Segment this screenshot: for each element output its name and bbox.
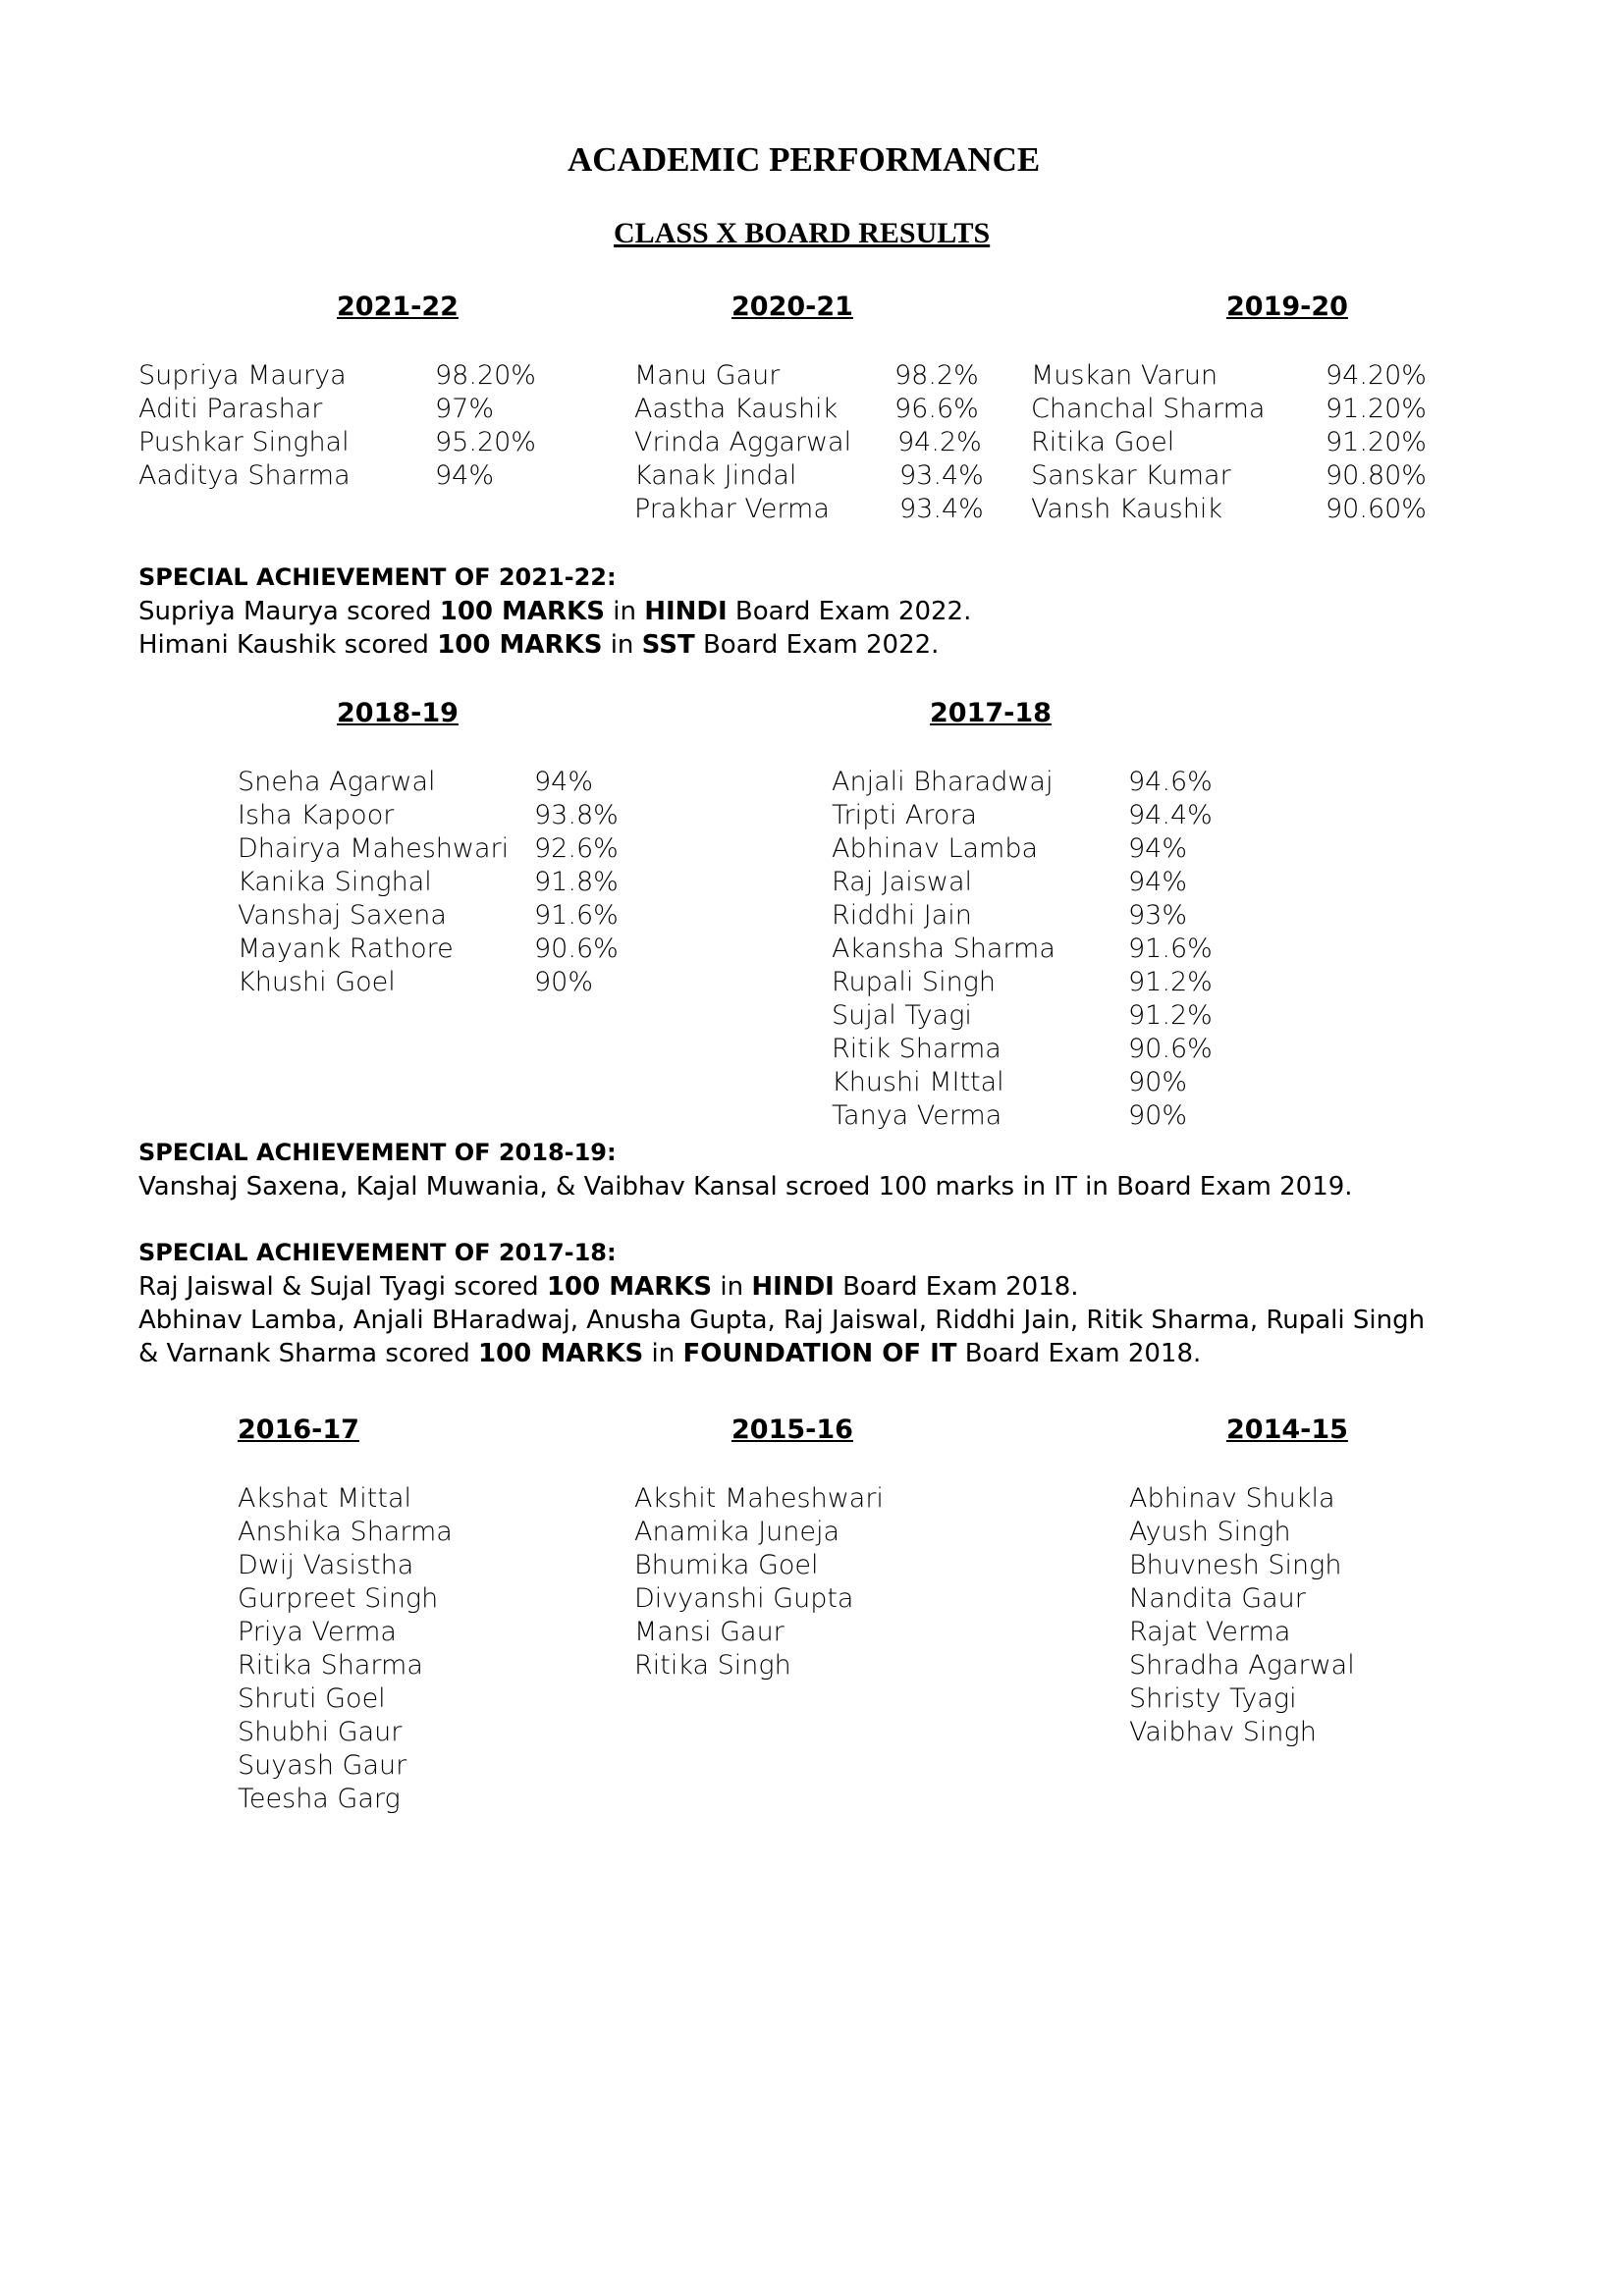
student-score: 94% [1128, 833, 1188, 864]
special-achievement-line [138, 628, 939, 662]
student-name: Rupali Singh [832, 967, 996, 997]
text-fragment: in [602, 630, 642, 660]
student-name: Bhumika Goel [634, 1550, 819, 1580]
year-heading-2014-15: 2014-15 [1226, 1415, 1348, 1445]
student-name: Ritik Sharma [832, 1034, 1001, 1064]
student-name: Divyanshi Gupta [634, 1583, 854, 1614]
student-score: 94% [1128, 867, 1188, 897]
bold-fragment: FOUNDATION OF IT [682, 1339, 957, 1368]
year-heading-2015-16: 2015-16 [731, 1415, 853, 1445]
bold-fragment: 100 MARKS [478, 1339, 644, 1368]
year-heading-2017-18: 2017-18 [930, 698, 1052, 728]
student-name: Manu Gaur [634, 360, 781, 391]
student-name: Teesha Garg [238, 1784, 401, 1814]
student-name: Priya Verma [238, 1617, 397, 1647]
student-score: 94% [435, 460, 495, 491]
student-score: 90% [1128, 1067, 1188, 1097]
student-score: 90.6% [534, 934, 619, 964]
year-heading-2016-17: 2016-17 [238, 1415, 359, 1445]
bold-fragment: HINDI [751, 1272, 835, 1302]
student-score: 90.80% [1326, 460, 1427, 491]
student-name: Suyash Gaur [238, 1750, 407, 1781]
student-name: Mansi Gaur [634, 1617, 785, 1647]
student-name: Isha Kapoor [238, 800, 395, 830]
student-name: Kanak Jindal [634, 460, 797, 491]
student-name: Ayush Singh [1129, 1517, 1291, 1547]
text-fragment: Himani Kaushik scored [138, 630, 438, 660]
student-name: Akshat Mittal [238, 1483, 412, 1514]
student-score: 90.60% [1326, 494, 1427, 524]
student-score: 93.4% [899, 494, 984, 524]
student-score: 98.20% [435, 360, 536, 391]
student-score: 96.6% [894, 394, 979, 424]
student-name: Nandita Gaur [1129, 1583, 1306, 1614]
student-name: Ritika Sharma [238, 1650, 423, 1681]
student-score: 91.6% [534, 900, 619, 931]
student-score: 90.6% [1128, 1034, 1213, 1064]
student-name: Prakhar Verma [634, 494, 830, 524]
student-score: 91.20% [1326, 394, 1427, 424]
student-name: Aaditya Sharma [138, 460, 351, 491]
text-fragment: Raj Jaiswal & Sujal Tyagi scored [138, 1272, 547, 1302]
student-name: Bhuvnesh Singh [1129, 1550, 1342, 1580]
bold-fragment: 100 MARKS [437, 630, 603, 660]
student-score: 94.4% [1128, 800, 1213, 830]
student-score: 91.2% [1128, 1000, 1213, 1031]
student-score: 90% [1128, 1100, 1188, 1131]
student-name: Supriya Maurya [138, 360, 347, 391]
student-name: Gurpreet Singh [238, 1583, 439, 1614]
student-name: Kanika Singhal [238, 867, 432, 897]
page-subtitle: CLASS X BOARD RESULTS [614, 217, 991, 249]
student-score: 95.20% [435, 427, 536, 457]
student-name: Anamika Juneja [634, 1517, 840, 1547]
student-name: Akansha Sharma [832, 934, 1056, 964]
student-name: Shubhi Gaur [238, 1717, 403, 1747]
student-name: Aditi Parashar [138, 394, 323, 424]
text-fragment: Board Exam 2022. [727, 597, 972, 626]
special-achievement-heading-2021-22: SPECIAL ACHIEVEMENT OF 2021-22: [138, 563, 617, 591]
student-name: Anshika Sharma [238, 1517, 453, 1547]
student-name: Vansh Kaushik [1031, 494, 1222, 524]
student-name: Dwij Vasistha [238, 1550, 414, 1580]
special-achievement-line [138, 595, 971, 628]
student-score: 90% [534, 967, 594, 997]
student-score: 93% [1128, 900, 1188, 931]
page-title: ACADEMIC PERFORMANCE [568, 140, 1041, 179]
special-achievement-line [138, 1270, 1079, 1304]
text-fragment: Board Exam 2022. [694, 630, 940, 660]
student-name: Ritika Goel [1031, 427, 1175, 457]
bold-fragment: HINDI [644, 597, 728, 626]
student-score: 98.2% [894, 360, 979, 391]
student-score: 94% [534, 767, 594, 797]
student-score: 94.6% [1128, 767, 1213, 797]
student-name: Sanskar Kumar [1031, 460, 1231, 491]
student-name: Vrinda Aggarwal [634, 427, 852, 457]
text-fragment: in [604, 597, 645, 626]
text-fragment: Board Exam 2018. [956, 1339, 1202, 1368]
special-achievement-heading-2018-19: SPECIAL ACHIEVEMENT OF 2018-19: [138, 1139, 617, 1166]
student-score: 93.4% [899, 460, 984, 491]
text-fragment: in [643, 1339, 683, 1368]
year-heading-2018-19: 2018-19 [337, 698, 459, 728]
student-name: Vaibhav Singh [1129, 1717, 1317, 1747]
student-score: 91.8% [534, 867, 619, 897]
text-fragment: & Varnank Sharma scored [138, 1339, 478, 1368]
student-name: Pushkar Singhal [138, 427, 350, 457]
student-name: Aastha Kaushik [634, 394, 839, 424]
text-fragment: Supriya Maurya scored [138, 597, 440, 626]
student-name: Ritika Singh [634, 1650, 791, 1681]
special-achievement-heading-2017-18: SPECIAL ACHIEVEMENT OF 2017-18: [138, 1239, 617, 1266]
student-name: Rajat Verma [1129, 1617, 1291, 1647]
student-score: 93.8% [534, 800, 619, 830]
student-name: Khushi Goel [238, 967, 396, 997]
student-name: Shruti Goel [238, 1683, 386, 1714]
student-name: Khushi MIttal [832, 1067, 1004, 1097]
student-name: Muskan Varun [1031, 360, 1218, 391]
bold-fragment: 100 MARKS [546, 1272, 713, 1302]
student-score: 91.20% [1326, 427, 1427, 457]
student-score: 91.2% [1128, 967, 1213, 997]
student-score: 94.2% [897, 427, 982, 457]
student-score: 91.6% [1128, 934, 1213, 964]
student-name: Chanchal Sharma [1031, 394, 1266, 424]
student-name: Tanya Verma [832, 1100, 1002, 1131]
student-name: Shradha Agarwal [1129, 1650, 1355, 1681]
student-name: Abhinav Shukla [1129, 1483, 1335, 1514]
student-name: Dhairya Maheshwari [238, 833, 510, 864]
student-name: Shristy Tyagi [1129, 1683, 1297, 1714]
year-heading-2020-21: 2020-21 [731, 292, 853, 322]
student-name: Tripti Arora [832, 800, 978, 830]
student-name: Sujal Tyagi [832, 1000, 972, 1031]
text-fragment: Board Exam 2018. [834, 1272, 1079, 1302]
student-name: Abhinav Lamba [832, 833, 1039, 864]
student-name: Raj Jaiswal [832, 867, 973, 897]
student-score: 92.6% [534, 833, 619, 864]
text-fragment: in [712, 1272, 752, 1302]
year-heading-2019-20: 2019-20 [1226, 292, 1348, 322]
student-name: Akshit Maheshwari [634, 1483, 884, 1514]
student-name: Riddhi Jain [832, 900, 972, 931]
special-achievement-line: Vanshaj Saxena, Kajal Muwania, & Vaibhav Kansal scroed 100 marks in IT in Board Exam 2019. [138, 1172, 1353, 1201]
student-name: Mayank Rathore [238, 934, 454, 964]
student-score: 97% [435, 394, 495, 424]
student-name: Anjali Bharadwaj [832, 767, 1054, 797]
special-achievement-line: Abhinav Lamba, Anjali BHaradwaj, Anusha Gupta, Raj Jaiswal, Riddhi Jain, Ritik Sharma, Rupali Singh [138, 1306, 1426, 1335]
student-name: Sneha Agarwal [238, 767, 436, 797]
student-name: Vanshaj Saxena [238, 900, 447, 931]
bold-fragment: 100 MARKS [439, 597, 605, 626]
student-score: 94.20% [1326, 360, 1427, 391]
year-heading-2021-22: 2021-22 [337, 292, 459, 322]
special-achievement-line [138, 1337, 1201, 1370]
bold-fragment: SST [641, 630, 695, 660]
